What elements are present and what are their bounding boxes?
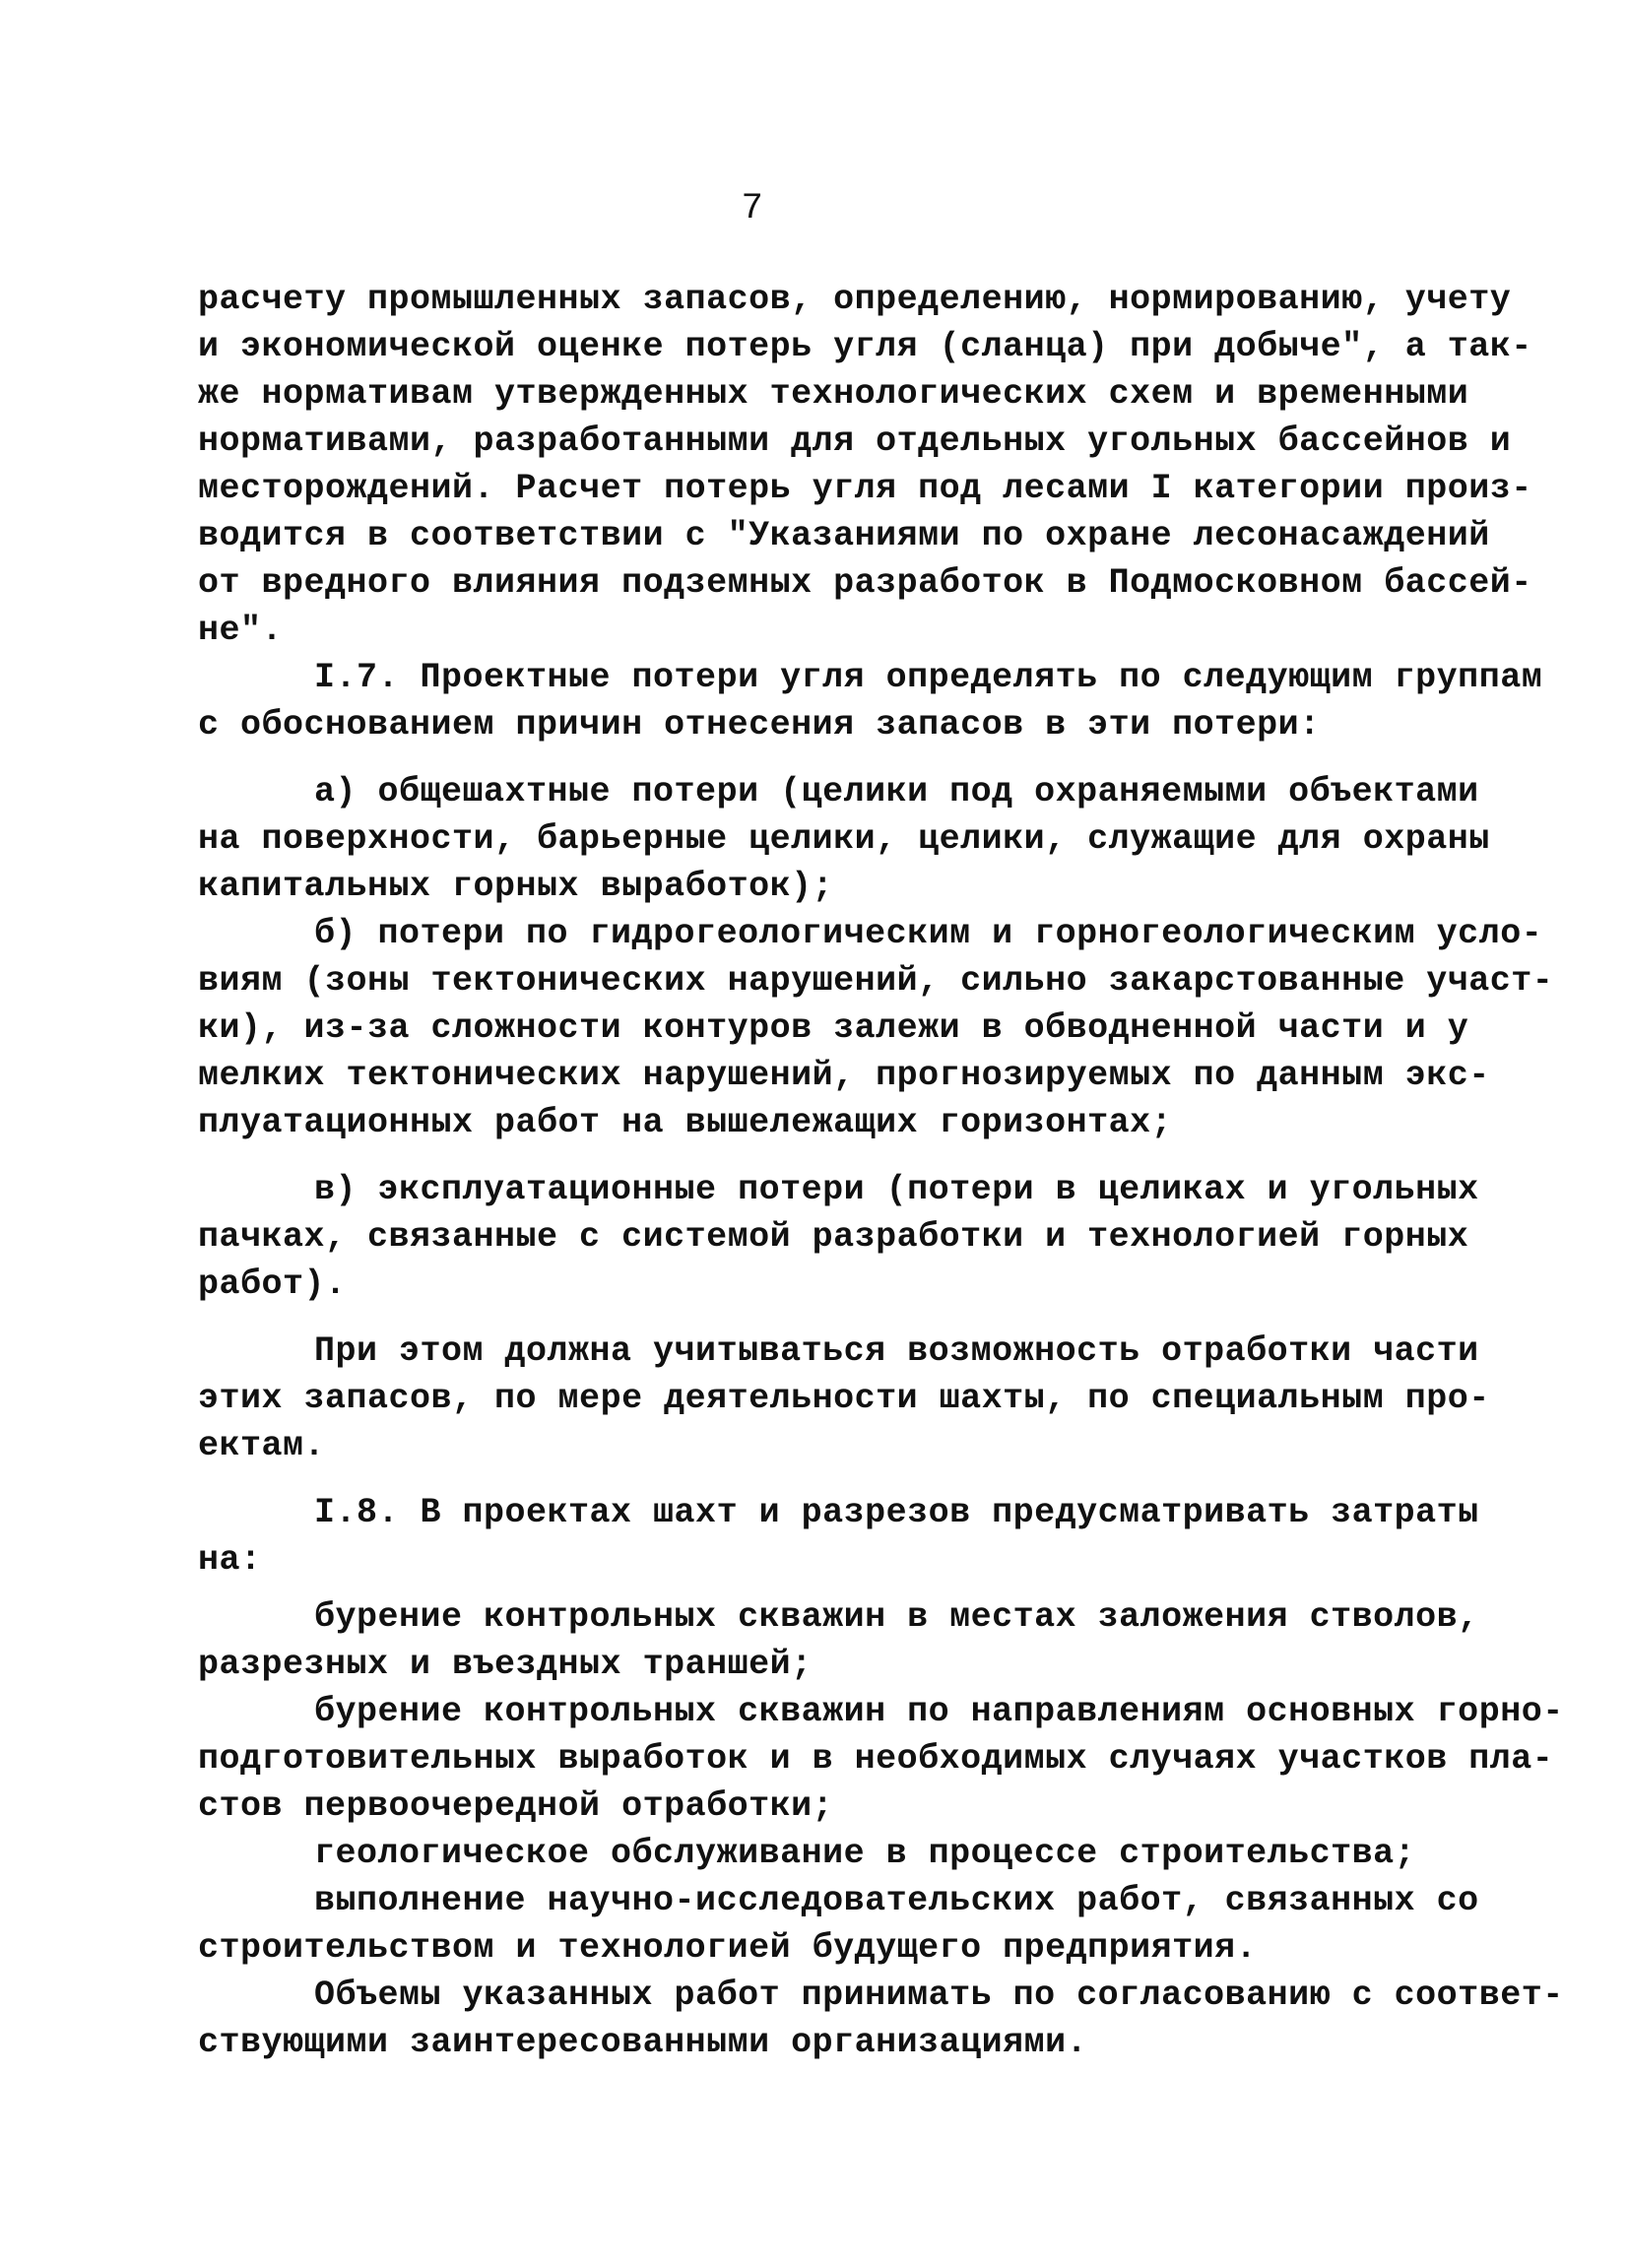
document-body xyxy=(198,276,1564,2066)
text-line: расчету промышленных запасов, определению, нормированию, учету xyxy=(198,280,1512,319)
text-line: подготовительных выработок и в необходимых случаях участков пла- xyxy=(198,1739,1554,1779)
paragraph-closing: Объемы указанных работ принимать по согласованию с соответ- xyxy=(314,1976,1564,2015)
page-number: 7 xyxy=(741,188,764,229)
text-line: пачках, связанные с системой разработки и технологией горных xyxy=(198,1217,1469,1257)
text-line: виям (зоны тектонических нарушений, сильно закарстованные участ- xyxy=(198,961,1554,1001)
text-line: ки), из-за сложности контуров залежи в обводненной части и у xyxy=(198,1008,1469,1048)
text-line: этих запасов, по мере деятельности шахты, по специальным про- xyxy=(198,1379,1490,1418)
cost-item-4: выполнение научно-исследовательских работ, связанных со xyxy=(314,1881,1479,1920)
text-line: же нормативам утвержденных технологических схем и временными xyxy=(198,374,1469,414)
text-line: мелких тектонических нарушений, прогнозируемых по данным экс- xyxy=(198,1056,1490,1095)
section-1-7-heading: I.7. Проектные потери угля определять по следующим группам xyxy=(314,658,1543,697)
text-line: стов первоочередной отработки; xyxy=(198,1786,834,1826)
text-line: ектам. xyxy=(198,1426,326,1465)
section-1-8-heading: I.8. В проектах шахт и разрезов предусматривать затраты xyxy=(314,1493,1479,1532)
list-item-a: а) общешахтные потери (целики под охраняемыми объектами xyxy=(314,772,1479,811)
cost-item-1: бурение контрольных скважин в местах заложения стволов, xyxy=(314,1597,1479,1637)
text-line: на поверхности, барьерные целики, целики, служащие для охраны xyxy=(198,819,1490,859)
text-line: ствующими заинтересованными организациями. xyxy=(198,2023,1088,2062)
text-line: разрезных и въездных траншей; xyxy=(198,1645,813,1684)
list-item-b: б) потери по гидрогеологическим и горногеологическим усло- xyxy=(314,914,1543,953)
text-line: месторождений. Расчет потерь угля под лесами I категории произ- xyxy=(198,469,1532,508)
text-line: с обоснованием причин отнесения запасов в эти потери: xyxy=(198,705,1321,745)
text-line: от вредного влияния подземных разработок в Подмосковном бассей- xyxy=(198,563,1532,603)
text-line: нормативами, разработанными для отдельных угольных бассейнов и xyxy=(198,421,1512,461)
cost-item-3: геологическое обслуживание в процессе строительства; xyxy=(314,1834,1416,1873)
text-line: работ). xyxy=(198,1264,347,1304)
text-line: на: xyxy=(198,1540,262,1580)
text-line: и экономической оценке потерь угля (сланца) при добыче", а так- xyxy=(198,327,1532,366)
text-line: не". xyxy=(198,611,284,650)
text-line: капитальных горных выработок); xyxy=(198,867,834,906)
text-line: водится в соответствии с "Указаниями по охране лесонасаждений xyxy=(198,516,1490,555)
paragraph-note: При этом должна учитываться возможность отработки части xyxy=(314,1331,1479,1371)
text-line: строительством и технологией будущего предприятия. xyxy=(198,1928,1258,1968)
cost-item-2: бурение контрольных скважин по направлениям основных горно- xyxy=(314,1692,1564,1731)
list-item-v: в) эксплуатационные потери (потери в целиках и угольных xyxy=(314,1170,1479,1209)
text-line: плуатационных работ на вышележащих горизонтах; xyxy=(198,1103,1173,1142)
